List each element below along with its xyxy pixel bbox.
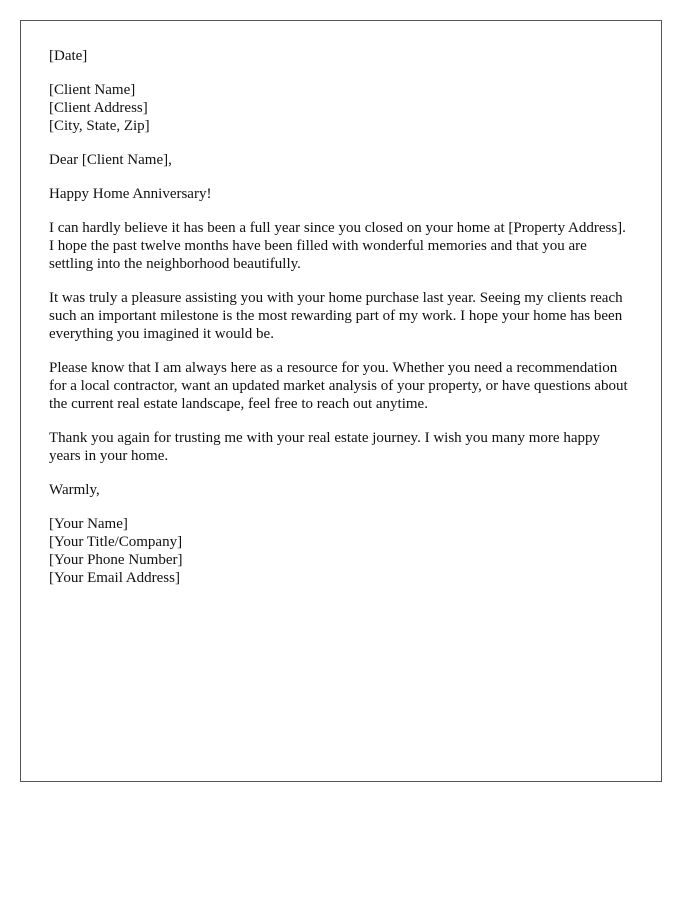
recipient-address: [Client Address] bbox=[49, 100, 148, 116]
salutation: Dear [Client Name], bbox=[49, 152, 172, 168]
recipient-name: [Client Name] bbox=[49, 82, 136, 98]
recipient-city-state-zip: [City, State, Zip] bbox=[49, 118, 150, 134]
signature-phone: [Your Phone Number] bbox=[49, 552, 183, 568]
recipient-address-block bbox=[49, 81, 633, 135]
signature-title-company: [Your Title/Company] bbox=[49, 534, 183, 550]
date-text: [Date] bbox=[49, 48, 88, 64]
body-paragraph-4: Thank you again for trusting me with your real estate journey. I wish you many more happy years in your home. bbox=[49, 430, 600, 464]
body-paragraph-1: I can hardly believe it has been a full year since you closed on your home at [Property Address]. I hope the past twelve months have been filled with wonderful memories and that you are settling into the neighborhood beautifully. bbox=[49, 220, 626, 272]
letter-page bbox=[20, 20, 662, 782]
body-paragraph-3: Please know that I am always here as a resource for you. Whether you need a recommendation for a local contractor, want an updated market analysis of your property, or have questions about the current real estate landscape, feel free to reach out anytime. bbox=[49, 360, 628, 412]
greeting-line: Happy Home Anniversary! bbox=[49, 186, 212, 202]
body-paragraph-2: It was truly a pleasure assisting you with your home purchase last year. Seeing my clients reach such an important milestone is the most rewarding part of my work. I hope your home has been everything you imagined it would be. bbox=[49, 290, 623, 342]
signature-email: [Your Email Address] bbox=[49, 570, 180, 586]
signature-name: [Your Name] bbox=[49, 516, 128, 532]
letter-date bbox=[49, 47, 633, 65]
signature-block bbox=[49, 515, 633, 587]
closing: Warmly, bbox=[49, 482, 100, 498]
